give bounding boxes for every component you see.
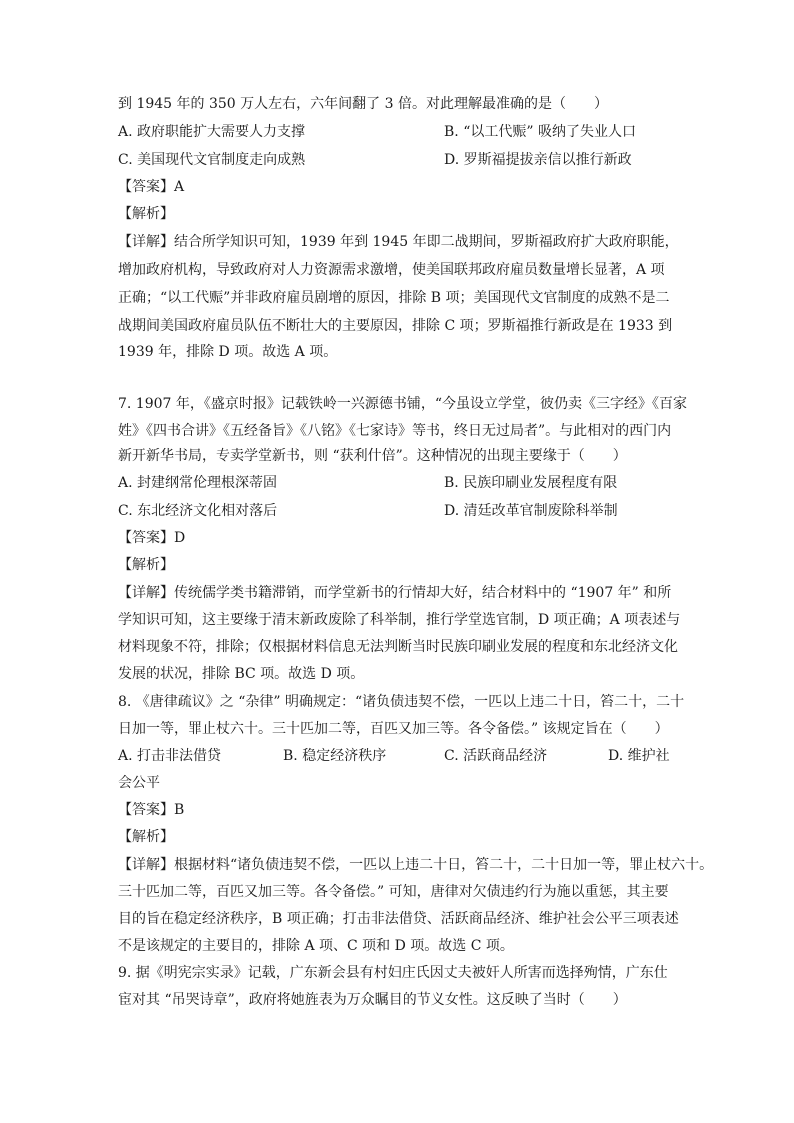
- q7-detail-line: 学知识可知，这主要缘于清末新政废除了科举制，推行学堂选官制，D 项正确；A 项表述与: [118, 612, 681, 628]
- q8-option-wrap: 会公平: [118, 775, 160, 791]
- q7-option-a: A. 封建纲常伦理根深蒂固: [118, 475, 278, 491]
- q6-stem: 到 1945 年的 350 万人左右，六年间翻了 3 倍。对此理解最准确的是（ ）: [118, 96, 608, 112]
- q8-detail-line: 三十匹加二等，百匹又加三等。各令备偿。” 可知，唐律对欠债违约行为施以重惩，其主要: [118, 884, 669, 900]
- q6-option-a: A. 政府职能扩大需要人力支撑: [118, 124, 306, 140]
- q8-option-d: D. 维护社: [608, 748, 670, 764]
- q7-stem-line: 新开新华书局，专卖学堂新书，则 “获利什倍”。这种情况的出现主要缘于（ ）: [118, 448, 627, 464]
- q8-detail-line: 目的旨在稳定经济秩序，B 项正确；打击非法借贷、活跃商品经济、维护社会公平三项表述: [118, 911, 679, 927]
- q6-detail-line: 正确；“以工代赈”并非政府雇员剧增的原因，排除 B 项；美国现代文官制度的成熟不是二: [118, 290, 670, 306]
- q7-option-d: D. 清廷改革官制废除科举制: [444, 503, 618, 519]
- q8-detail-line: 【详解】根据材料“诸负债违契不偿，一匹以上违二十日，笞二十，二十日加一等，罪止杖六十。: [118, 857, 714, 873]
- q7-analysis-label: 【解析】: [118, 557, 174, 573]
- q8-option-a: A. 打击非法借贷: [118, 748, 222, 764]
- q8-option-b: B. 稳定经济秩序: [283, 748, 387, 764]
- q7-option-b: B. 民族印刷业发展程度有限: [444, 475, 618, 491]
- q6-detail-line: 增加政府机构，导致政府对人力资源需求激增，使美国联邦政府雇员数量增长显著，A 项: [118, 262, 665, 278]
- q6-analysis-label: 【解析】: [118, 206, 174, 222]
- q7-detail-line: 【详解】传统儒学类书籍滞销，而学堂新书的行情却大好，结合材料中的 “1907 年” 和所: [118, 585, 672, 601]
- q7-detail-line: 材料现象不符，排除；仅根据材料信息无法判断当时民族印刷业发展的程度和东北经济文化: [118, 639, 678, 655]
- q6-detail-line: 战期间美国政府雇员队伍不断壮大的主要原因，排除 C 项；罗斯福推行新政是在 1933 到: [118, 318, 673, 334]
- q6-option-b: B. “以工代赈” 吸纳了失业人口: [444, 124, 636, 140]
- q7-stem-line: 7. 1907 年，《盛京时报》记载铁岭一兴源德书铺，“今虽设立学堂，彼仍卖《三字经》《百家: [118, 396, 688, 412]
- q6-detail-line: 1939 年，排除 D 项。故选 A 项。: [118, 344, 338, 360]
- q8-analysis-label: 【解析】: [118, 829, 174, 845]
- q8-stem-line: 8. 《唐律疏议》之 “杂律” 明确规定：“诸负债违契不偿，一匹以上违二十日，笞二十，二十: [118, 694, 685, 710]
- q8-stem-line: 日加一等，罪止杖六十。三十匹加二等，百匹又加三等。各令备偿。” 该规定旨在（ ）: [118, 721, 669, 737]
- q8-option-c: C. 活跃商品经济: [444, 748, 548, 764]
- q6-answer: 【答案】A: [118, 179, 185, 195]
- q8-detail-line: 不是该规定的主要目的，排除 A 项、C 项和 D 项。故选 C 项。: [118, 938, 514, 954]
- q8-answer: 【答案】B: [118, 802, 185, 818]
- q7-stem-line: 姓》《四书合讲》《五经备旨》《八铭》《七家诗》等书，终日无过局者”。与此相对的西门内: [118, 423, 672, 439]
- q9-stem-line: 9. 据《明宪宗实录》记载，广东新会县有村妇庄氏因丈夫被奸人所害而选择殉情，广东仕: [118, 965, 668, 981]
- q6-detail-line: 【详解】结合所学知识可知，1939 年到 1945 年即二战期间，罗斯福政府扩大政府职能，: [118, 234, 679, 250]
- q7-option-c: C. 东北经济文化相对落后: [118, 503, 278, 519]
- q9-stem-line: 宦对其 “吊哭诗章”，政府将她旌表为万众瞩目的节义女性。这反映了当时（ ）: [118, 992, 627, 1008]
- q6-option-c: C. 美国现代文官制度走向成熟: [118, 152, 306, 168]
- q7-detail-line: 发展的状况，排除 BC 项。故选 D 项。: [118, 666, 365, 682]
- q6-option-d: D. 罗斯福提拔亲信以推行新政: [444, 152, 632, 168]
- q7-answer: 【答案】D: [118, 530, 186, 546]
